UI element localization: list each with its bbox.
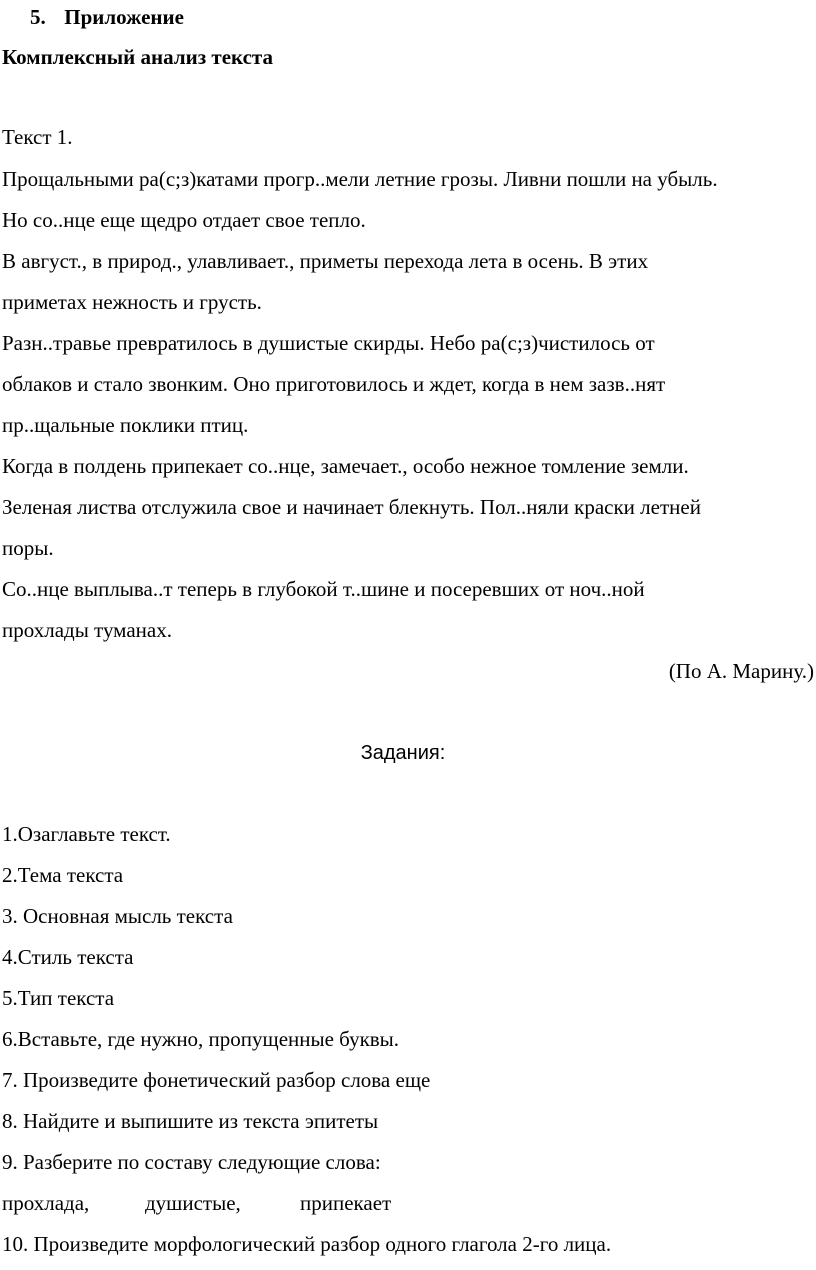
- word-list: [2, 1190, 814, 1216]
- task-item: 8. Найдите и выпишите из текста эпитеты: [2, 1109, 379, 1133]
- text-line: Зеленая листва отслужила свое и начинает блекнуть. Пол..няли краски летней: [2, 495, 701, 519]
- tasks-heading-text: Задания:: [360, 742, 446, 764]
- text-line: облаков и стало звонким. Оно приготовилось и ждет, когда в нем зазв..нят: [2, 372, 666, 396]
- page-heading: Комплексный анализ текста: [2, 45, 273, 69]
- section-number: 5.: [30, 5, 46, 29]
- text-line: приметах нежность и грусть.: [2, 290, 262, 314]
- text-line: Со..нце выплыва..т теперь в глубокой т..шине и посеревших от ноч..ной: [2, 577, 645, 601]
- task-item: 2.Тема текста: [2, 863, 124, 887]
- section-title: Приложение: [64, 5, 184, 29]
- section-header: [30, 4, 184, 30]
- word-item: припекает: [300, 1191, 392, 1215]
- task-item: 3. Основная мысль текста: [2, 904, 233, 928]
- text-line: Разн..травье превратилось в душистые скирды. Небо ра(с;з)чистилось от: [2, 331, 655, 355]
- task-item: 7. Произведите фонетический разбор слова еще: [2, 1068, 431, 1092]
- attribution: (По А. Марину.): [668, 659, 814, 683]
- task-item: 9. Разберите по составу следующие слова:: [2, 1150, 381, 1174]
- word-item: прохлада,: [2, 1191, 90, 1215]
- task-item: 5.Тип текста: [2, 986, 115, 1010]
- text-line: поры.: [2, 536, 54, 560]
- text-line: пр..щальные поклики птиц.: [2, 413, 249, 437]
- text-line: Но со..нце еще щедро отдает свое тепло.: [2, 208, 366, 232]
- task-item: 4.Стиль текста: [2, 945, 134, 969]
- tasks-heading: [0, 740, 816, 766]
- task-item: 1.Озаглавьте текст.: [2, 822, 171, 846]
- word-item: душистые,: [145, 1191, 241, 1215]
- text-line: прохлады туманах.: [2, 618, 172, 642]
- text-line: Когда в полдень припекает со..нце, замечает., особо нежное томление земли.: [2, 454, 689, 478]
- text-label: Текст 1.: [2, 125, 73, 149]
- text-line: Прощальными ра(с;з)катами прогр..мели летние грозы. Ливни пошли на убыль.: [2, 167, 718, 191]
- task-item-last: 10. Произведите морфологический разбор одного глагола 2-го лица.: [2, 1232, 612, 1256]
- task-item: 6.Вставьте, где нужно, пропущенные буквы.: [2, 1027, 400, 1051]
- text-line: В август., в природ., улавливает., приметы перехода лета в осень. В этих: [2, 249, 649, 273]
